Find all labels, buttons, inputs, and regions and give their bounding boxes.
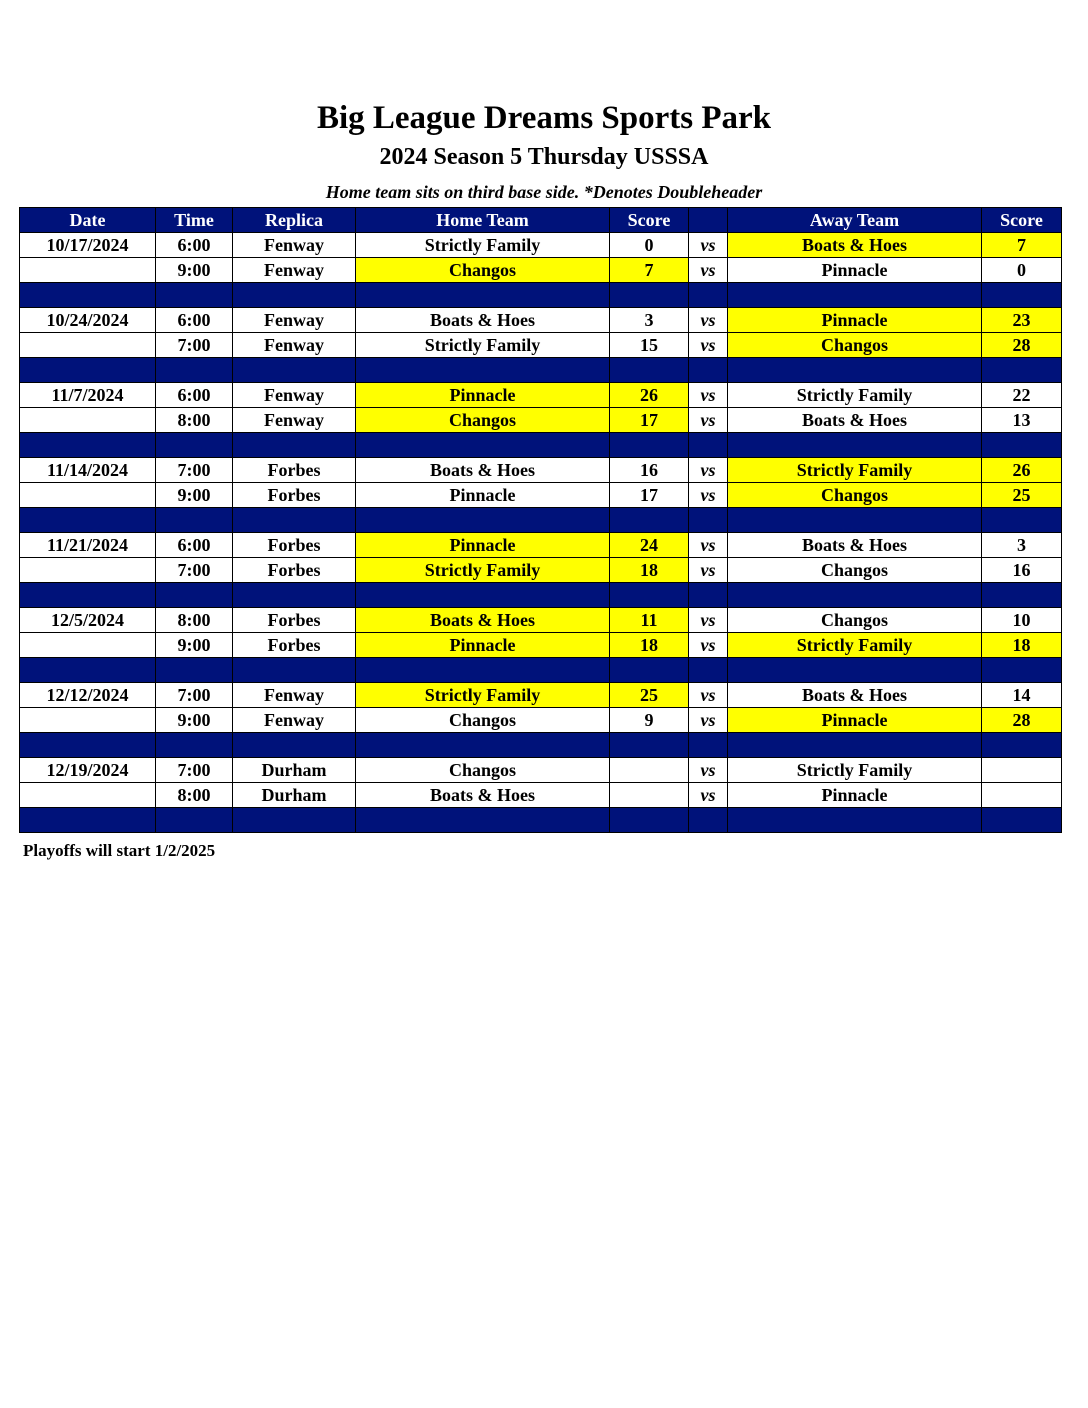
separator-cell xyxy=(356,508,610,533)
away-score xyxy=(982,783,1062,808)
home-score: 17 xyxy=(610,483,689,508)
away-score: 28 xyxy=(982,708,1062,733)
game-row xyxy=(20,408,1062,433)
separator-cell xyxy=(610,658,689,683)
away-team: Changos xyxy=(728,483,982,508)
home-score: 0 xyxy=(610,233,689,258)
home-team: Pinnacle xyxy=(356,383,610,408)
separator-cell xyxy=(356,583,610,608)
home-score: 3 xyxy=(610,308,689,333)
separator-cell xyxy=(233,508,356,533)
game-time: 9:00 xyxy=(156,483,233,508)
vs-label: vs xyxy=(689,608,728,633)
game-replica: Forbes xyxy=(233,633,356,658)
separator-cell xyxy=(689,658,728,683)
separator-cell xyxy=(356,283,610,308)
vs-label: vs xyxy=(689,408,728,433)
game-time: 7:00 xyxy=(156,558,233,583)
separator-cell xyxy=(20,583,156,608)
game-row xyxy=(20,783,1062,808)
game-date: 10/24/2024 xyxy=(20,308,156,333)
separator-cell xyxy=(689,733,728,758)
game-time: 7:00 xyxy=(156,758,233,783)
page-subtitle: 2024 Season 5 Thursday USSSA xyxy=(379,144,709,170)
game-date xyxy=(20,258,156,283)
week-separator-row xyxy=(20,433,1062,458)
home-score: 18 xyxy=(610,558,689,583)
game-date: 12/19/2024 xyxy=(20,758,156,783)
separator-cell xyxy=(689,808,728,833)
game-time: 6:00 xyxy=(156,383,233,408)
schedule-body xyxy=(20,233,1062,833)
game-date: 12/5/2024 xyxy=(20,608,156,633)
separator-cell xyxy=(728,583,982,608)
home-score: 17 xyxy=(610,408,689,433)
separator-cell xyxy=(728,358,982,383)
separator-cell xyxy=(610,733,689,758)
separator-cell xyxy=(689,358,728,383)
separator-cell xyxy=(728,433,982,458)
separator-cell xyxy=(20,433,156,458)
separator-cell xyxy=(156,283,233,308)
home-team: Boats & Hoes xyxy=(356,308,610,333)
game-time: 7:00 xyxy=(156,458,233,483)
separator-cell xyxy=(156,583,233,608)
game-time: 6:00 xyxy=(156,533,233,558)
game-row xyxy=(20,308,1062,333)
home-team: Pinnacle xyxy=(356,483,610,508)
game-date xyxy=(20,633,156,658)
home-score: 9 xyxy=(610,708,689,733)
vs-label: vs xyxy=(689,233,728,258)
game-row xyxy=(20,758,1062,783)
away-score xyxy=(982,758,1062,783)
away-score: 26 xyxy=(982,458,1062,483)
separator-cell xyxy=(20,658,156,683)
separator-cell xyxy=(233,433,356,458)
game-date xyxy=(20,783,156,808)
separator-cell xyxy=(689,433,728,458)
game-replica: Forbes xyxy=(233,608,356,633)
home-score: 7 xyxy=(610,258,689,283)
separator-cell xyxy=(982,358,1062,383)
week-separator-row xyxy=(20,283,1062,308)
separator-cell xyxy=(356,658,610,683)
game-date: 10/17/2024 xyxy=(20,233,156,258)
game-replica: Fenway xyxy=(233,258,356,283)
vs-label: vs xyxy=(689,258,728,283)
separator-cell xyxy=(610,283,689,308)
game-date xyxy=(20,558,156,583)
separator-cell xyxy=(233,733,356,758)
game-time: 6:00 xyxy=(156,308,233,333)
vs-label: vs xyxy=(689,333,728,358)
away-score: 18 xyxy=(982,633,1062,658)
game-time: 7:00 xyxy=(156,683,233,708)
home-score: 26 xyxy=(610,383,689,408)
separator-cell xyxy=(982,658,1062,683)
separator-cell xyxy=(610,508,689,533)
week-separator-row xyxy=(20,733,1062,758)
away-team: Pinnacle xyxy=(728,708,982,733)
away-team: Boats & Hoes xyxy=(728,233,982,258)
separator-cell xyxy=(356,733,610,758)
game-time: 9:00 xyxy=(156,708,233,733)
separator-cell xyxy=(689,508,728,533)
game-date: 11/14/2024 xyxy=(20,458,156,483)
away-team: Pinnacle xyxy=(728,308,982,333)
vs-label: vs xyxy=(689,308,728,333)
away-team: Strictly Family xyxy=(728,758,982,783)
separator-cell xyxy=(156,433,233,458)
vs-label: vs xyxy=(689,383,728,408)
game-row xyxy=(20,633,1062,658)
away-score: 0 xyxy=(982,258,1062,283)
away-score: 22 xyxy=(982,383,1062,408)
schedule-table xyxy=(19,207,1062,833)
separator-cell xyxy=(20,283,156,308)
game-row xyxy=(20,558,1062,583)
home-score xyxy=(610,783,689,808)
separator-cell xyxy=(982,433,1062,458)
away-team: Pinnacle xyxy=(728,783,982,808)
header-row xyxy=(20,208,1062,233)
game-replica: Fenway xyxy=(233,383,356,408)
separator-cell xyxy=(233,583,356,608)
separator-cell xyxy=(233,808,356,833)
separator-cell xyxy=(982,508,1062,533)
col-header-date: Date xyxy=(20,208,156,233)
game-time: 9:00 xyxy=(156,258,233,283)
game-time: 8:00 xyxy=(156,408,233,433)
separator-cell xyxy=(982,808,1062,833)
game-row xyxy=(20,533,1062,558)
home-team: Changos xyxy=(356,408,610,433)
week-separator-row xyxy=(20,508,1062,533)
game-row xyxy=(20,708,1062,733)
game-replica: Fenway xyxy=(233,333,356,358)
separator-cell xyxy=(233,358,356,383)
vs-label: vs xyxy=(689,458,728,483)
game-row xyxy=(20,608,1062,633)
col-header-home-score: Score xyxy=(610,208,689,233)
vs-label: vs xyxy=(689,783,728,808)
game-row xyxy=(20,383,1062,408)
col-header-replica: Replica xyxy=(233,208,356,233)
vs-label: vs xyxy=(689,758,728,783)
home-team: Boats & Hoes xyxy=(356,458,610,483)
game-replica: Fenway xyxy=(233,233,356,258)
game-time: 9:00 xyxy=(156,633,233,658)
separator-cell xyxy=(356,808,610,833)
game-replica: Fenway xyxy=(233,408,356,433)
away-team: Changos xyxy=(728,333,982,358)
away-score: 3 xyxy=(982,533,1062,558)
game-row xyxy=(20,333,1062,358)
separator-cell xyxy=(156,658,233,683)
separator-cell xyxy=(610,583,689,608)
separator-cell xyxy=(356,433,610,458)
separator-cell xyxy=(689,283,728,308)
game-replica: Fenway xyxy=(233,308,356,333)
home-score: 25 xyxy=(610,683,689,708)
home-score: 16 xyxy=(610,458,689,483)
game-replica: Fenway xyxy=(233,708,356,733)
separator-cell xyxy=(728,283,982,308)
game-time: 7:00 xyxy=(156,333,233,358)
home-team: Strictly Family xyxy=(356,558,610,583)
away-score: 14 xyxy=(982,683,1062,708)
away-team: Strictly Family xyxy=(728,633,982,658)
separator-cell xyxy=(728,733,982,758)
week-separator-row xyxy=(20,658,1062,683)
away-team: Changos xyxy=(728,558,982,583)
home-team: Boats & Hoes xyxy=(356,608,610,633)
separator-cell xyxy=(233,658,356,683)
game-date: 12/12/2024 xyxy=(20,683,156,708)
away-score: 28 xyxy=(982,333,1062,358)
away-team: Boats & Hoes xyxy=(728,408,982,433)
col-header-home-team: Home Team xyxy=(356,208,610,233)
game-row xyxy=(20,258,1062,283)
game-row xyxy=(20,233,1062,258)
away-score: 10 xyxy=(982,608,1062,633)
vs-label: vs xyxy=(689,633,728,658)
separator-cell xyxy=(156,358,233,383)
away-score: 23 xyxy=(982,308,1062,333)
separator-cell xyxy=(610,808,689,833)
game-date xyxy=(20,333,156,358)
vs-label: vs xyxy=(689,558,728,583)
home-team: Strictly Family xyxy=(356,333,610,358)
separator-cell xyxy=(20,808,156,833)
home-team: Strictly Family xyxy=(356,233,610,258)
home-score: 15 xyxy=(610,333,689,358)
separator-cell xyxy=(610,433,689,458)
separator-cell xyxy=(20,508,156,533)
game-time: 8:00 xyxy=(156,608,233,633)
separator-cell xyxy=(356,358,610,383)
home-team: Pinnacle xyxy=(356,633,610,658)
game-replica: Durham xyxy=(233,758,356,783)
separator-cell xyxy=(689,583,728,608)
week-separator-row xyxy=(20,808,1062,833)
home-team: Changos xyxy=(356,758,610,783)
game-time: 6:00 xyxy=(156,233,233,258)
game-date: 11/21/2024 xyxy=(20,533,156,558)
away-team: Boats & Hoes xyxy=(728,533,982,558)
separator-cell xyxy=(20,733,156,758)
separator-cell xyxy=(728,658,982,683)
home-score: 18 xyxy=(610,633,689,658)
away-team: Pinnacle xyxy=(728,258,982,283)
vs-label: vs xyxy=(689,708,728,733)
away-team: Strictly Family xyxy=(728,458,982,483)
home-team: Changos xyxy=(356,708,610,733)
home-score: 24 xyxy=(610,533,689,558)
vs-label: vs xyxy=(689,683,728,708)
away-score: 25 xyxy=(982,483,1062,508)
game-date xyxy=(20,483,156,508)
separator-cell xyxy=(610,358,689,383)
away-score: 13 xyxy=(982,408,1062,433)
home-team: Pinnacle xyxy=(356,533,610,558)
footer-note: Playoffs will start 1/2/2025 xyxy=(23,841,216,860)
game-replica: Forbes xyxy=(233,558,356,583)
away-score: 16 xyxy=(982,558,1062,583)
game-row xyxy=(20,683,1062,708)
separator-cell xyxy=(728,808,982,833)
separator-cell xyxy=(156,508,233,533)
game-row xyxy=(20,458,1062,483)
separator-cell xyxy=(728,508,982,533)
col-header-vs xyxy=(689,208,728,233)
away-team: Boats & Hoes xyxy=(728,683,982,708)
separator-cell xyxy=(233,283,356,308)
separator-cell xyxy=(20,358,156,383)
game-date xyxy=(20,708,156,733)
schedule-note: Home team sits on third base side. *Denotes Doubleheader xyxy=(325,182,763,202)
separator-cell xyxy=(982,583,1062,608)
game-time: 8:00 xyxy=(156,783,233,808)
home-team: Strictly Family xyxy=(356,683,610,708)
away-score: 7 xyxy=(982,233,1062,258)
separator-cell xyxy=(982,733,1062,758)
separator-cell xyxy=(156,808,233,833)
game-replica: Forbes xyxy=(233,483,356,508)
away-team: Changos xyxy=(728,608,982,633)
week-separator-row xyxy=(20,583,1062,608)
home-team: Changos xyxy=(356,258,610,283)
week-separator-row xyxy=(20,358,1062,383)
game-date: 11/7/2024 xyxy=(20,383,156,408)
game-row xyxy=(20,483,1062,508)
vs-label: vs xyxy=(689,533,728,558)
game-date xyxy=(20,408,156,433)
home-team: Boats & Hoes xyxy=(356,783,610,808)
col-header-away-team: Away Team xyxy=(728,208,982,233)
separator-cell xyxy=(156,733,233,758)
away-team: Strictly Family xyxy=(728,383,982,408)
col-header-away-score: Score xyxy=(982,208,1062,233)
home-score: 11 xyxy=(610,608,689,633)
vs-label: vs xyxy=(689,483,728,508)
separator-cell xyxy=(982,283,1062,308)
col-header-time: Time xyxy=(156,208,233,233)
game-replica: Fenway xyxy=(233,683,356,708)
game-replica: Forbes xyxy=(233,458,356,483)
home-score xyxy=(610,758,689,783)
game-replica: Durham xyxy=(233,783,356,808)
game-replica: Forbes xyxy=(233,533,356,558)
page-title: Big League Dreams Sports Park xyxy=(316,100,772,136)
